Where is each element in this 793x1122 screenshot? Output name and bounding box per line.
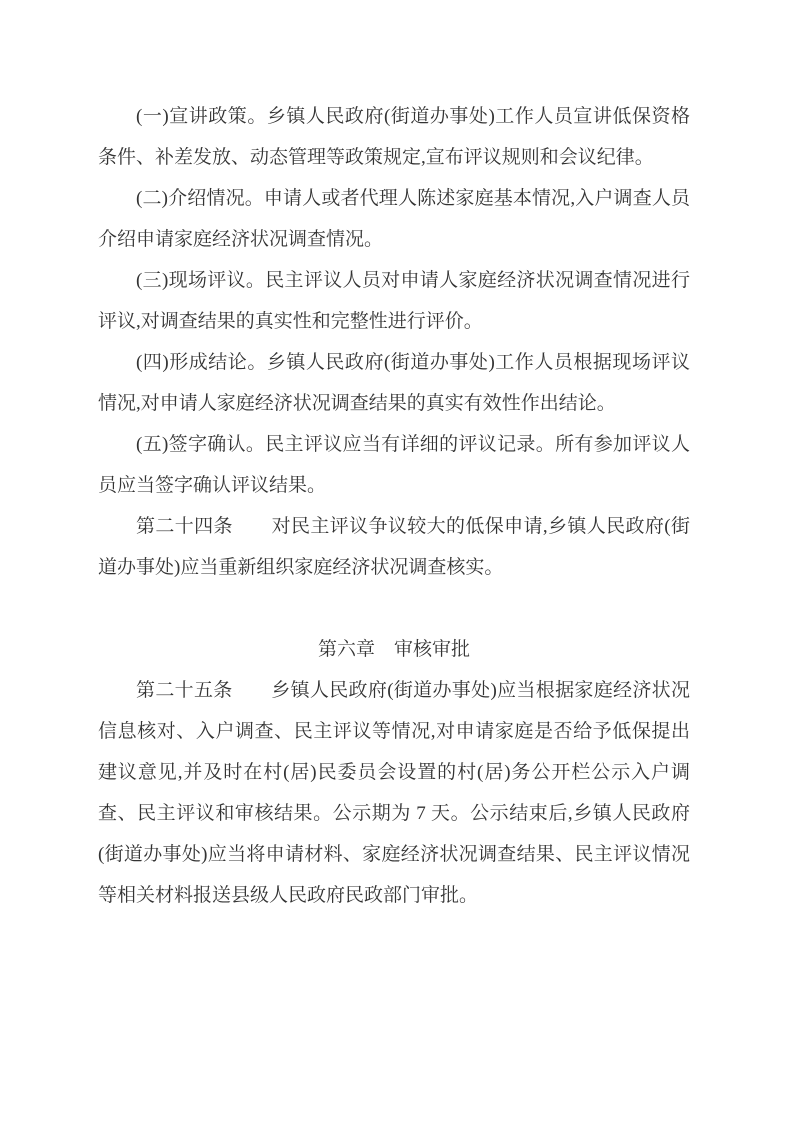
- article-24-paragraph: 第二十四条 对民主评议争议较大的低保申请,乡镇人民政府(街道办事处)应当重新组织家庭经济状况调查核实。: [98, 516, 690, 578]
- list-item-5: (五)签字确认。民主评议应当有详细的评议记录。所有参加评议人员应当签字确认评议结果。: [98, 434, 690, 496]
- document-body: [98, 96, 690, 916]
- article-25-paragraph: 第二十五条 乡镇人民政府(街道办事处)应当根据家庭经济状况信息核对、入户调查、民主评议等情况,对申请家庭是否给予低保提出建议意见,并及时在村(居)民委员会设置的村(居)务公开栏公示入户调查、民主评议和审核结果。公示期为 7 天。公示结束后,乡镇人民政府(街道办事处)应当将申请材料、家庭经济状况调查结果、民主评议情况等相关材料报送县级人民政府民政部门审批。: [98, 680, 690, 906]
- list-item-4: (四)形成结论。乡镇人民政府(街道办事处)工作人员根据现场评议情况,对申请人家庭经济状况调查结果的真实有效性作出结论。: [98, 352, 690, 414]
- list-item-2: (二)介绍情况。申请人或者代理人陈述家庭基本情况,入户调查人员介绍申请家庭经济状况调查情况。: [98, 188, 690, 250]
- list-item-1: (一)宣讲政策。乡镇人民政府(街道办事处)工作人员宣讲低保资格条件、补差发放、动态管理等政策规定,宣布评议规则和会议纪律。: [98, 106, 690, 168]
- chapter-heading: 第六章 审核审批: [317, 639, 470, 660]
- list-item-3: (三)现场评议。民主评议人员对申请人家庭经济状况调查情况进行评议,对调查结果的真实性和完整性进行评价。: [98, 270, 690, 332]
